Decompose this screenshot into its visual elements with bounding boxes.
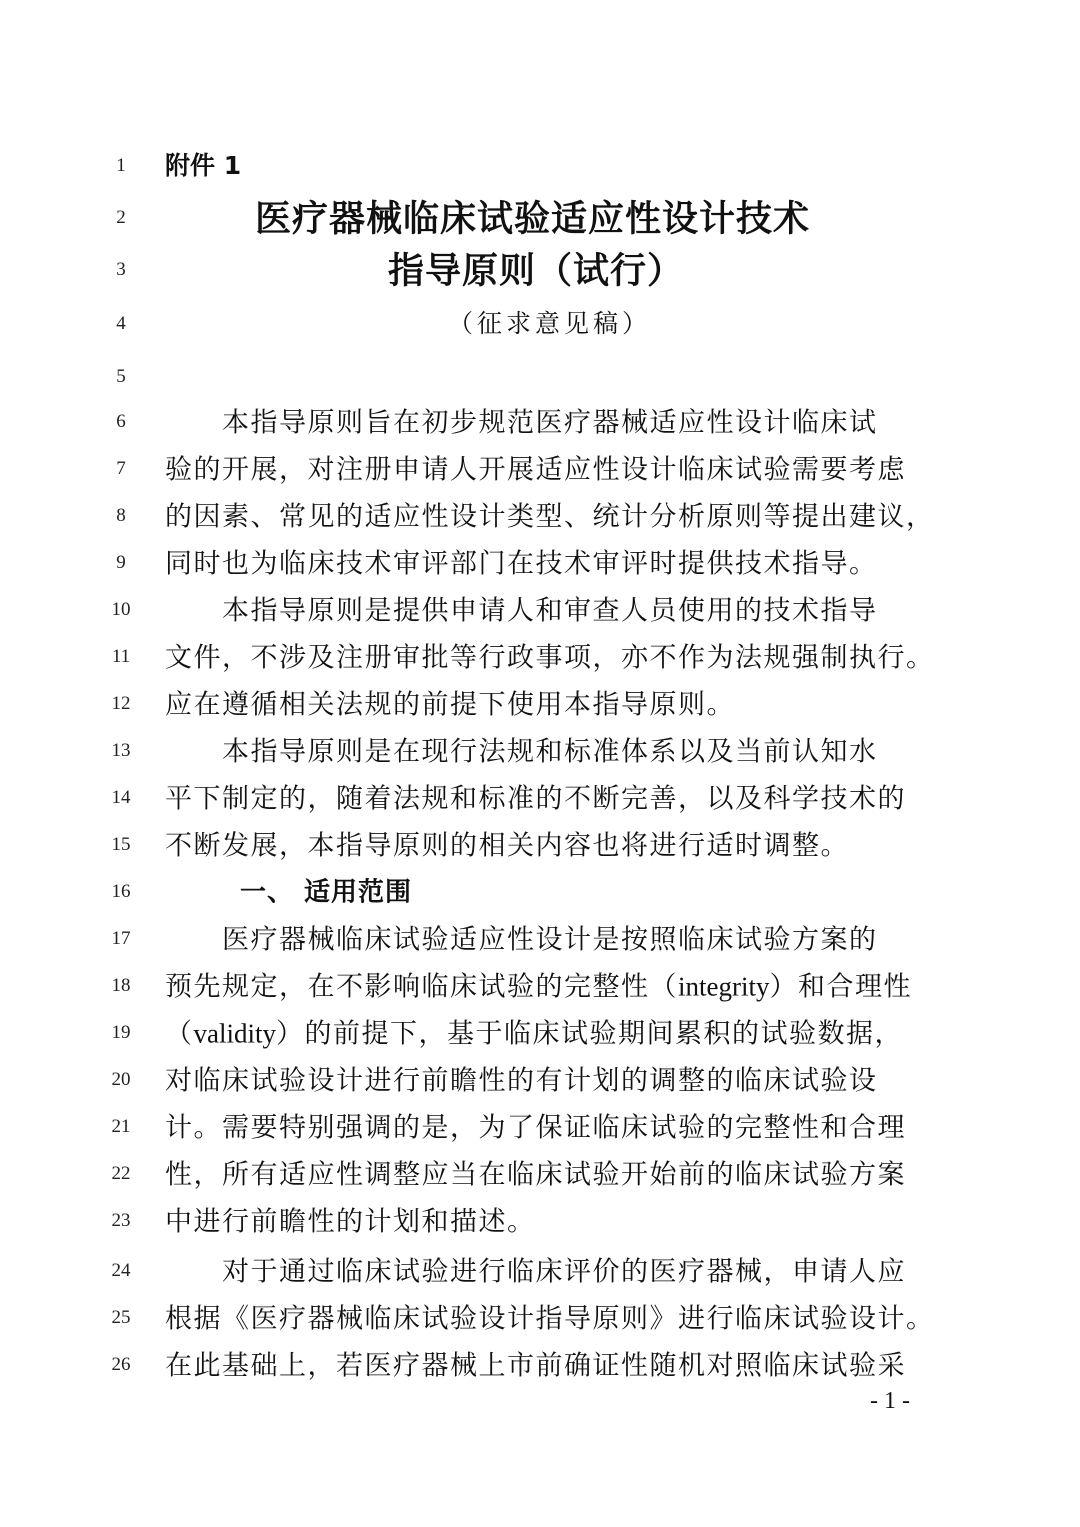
- text-run: （: [165, 1018, 194, 1050]
- line-number: 9: [116, 552, 126, 574]
- doc-line: [0, 774, 1080, 818]
- line-number: 13: [111, 740, 131, 762]
- document-title-line-1: 医疗器械临床试验适应性设计技术: [255, 197, 811, 240]
- doc-line: [0, 586, 1080, 630]
- doc-line: [0, 821, 1080, 865]
- line-number: 26: [111, 1354, 131, 1376]
- paragraph-text: 在此基础上，若医疗器械上市前确证性随机对照临床试验采: [165, 1350, 906, 1382]
- line-number: 22: [111, 1163, 131, 1185]
- line-number: 4: [116, 313, 126, 335]
- doc-line: [0, 492, 1080, 536]
- attachment-label: 附件 1: [165, 151, 242, 180]
- paragraph-text: 验的开展，对注册申请人开展适应性设计临床试验需要考虑: [165, 454, 906, 486]
- paragraph-text: 平下制定的，随着法规和标准的不断完善，以及科学技术的: [165, 783, 906, 815]
- text-run: ）的前提下，基于临床试验期间累积的试验数据，: [276, 1018, 903, 1050]
- doc-line: [0, 1009, 1080, 1053]
- paragraph-text: 对临床试验设计进行前瞻性的有计划的调整的临床试验设: [165, 1065, 878, 1097]
- paragraph-text: 本指导原则是在现行法规和标准体系以及当前认知水: [222, 736, 878, 768]
- line-number: 24: [111, 1260, 131, 1282]
- line-number: 23: [111, 1210, 131, 1232]
- doc-line: [0, 246, 1080, 290]
- document-subtitle: （征求意见稿）: [448, 309, 652, 338]
- doc-line: [0, 142, 1080, 186]
- paragraph-text: 计。需要特别强调的是，为了保证临床试验的完整性和合理: [165, 1112, 906, 1144]
- line-number: 16: [111, 881, 131, 903]
- line-number: 20: [111, 1069, 131, 1091]
- text-run: integrity: [678, 971, 770, 1002]
- doc-line: [0, 539, 1080, 583]
- paragraph-text: 文件，不涉及注册审批等行政事项，亦不作为法规强制执行。: [165, 642, 935, 674]
- line-number: 1: [116, 155, 126, 177]
- doc-line: [0, 868, 1080, 912]
- line-number: 7: [116, 458, 126, 480]
- line-number: 21: [111, 1116, 131, 1138]
- text-run: validity: [193, 1018, 276, 1049]
- doc-line: [0, 1103, 1080, 1147]
- line-number: 15: [111, 834, 131, 856]
- doc-line: [0, 353, 1080, 397]
- doc-line: [0, 962, 1080, 1006]
- paragraph-text: [165, 1012, 903, 1051]
- paragraph-text: 本指导原则是提供申请人和审查人员使用的技术指导: [222, 595, 878, 627]
- doc-line: [0, 300, 1080, 344]
- line-number: 18: [111, 975, 131, 997]
- line-number: 3: [116, 259, 126, 281]
- text-run: ）和合理性: [769, 971, 912, 1003]
- line-number: 17: [111, 928, 131, 950]
- paragraph-text: 性，所有适应性调整应当在临床试验开始前的临床试验方案: [165, 1159, 906, 1191]
- doc-line: [0, 1294, 1080, 1338]
- paragraph-text: [165, 965, 912, 1004]
- doc-line: [0, 680, 1080, 724]
- text-run: 预先规定，在不影响临床试验的完整性（: [165, 971, 678, 1003]
- document-title-line-2: 指导原则（试行）: [388, 249, 685, 292]
- paragraph-text: 本指导原则旨在初步规范医疗器械适应性设计临床试: [222, 407, 878, 439]
- doc-line: [0, 633, 1080, 677]
- paragraph-text: 医疗器械临床试验适应性设计是按照临床试验方案的: [222, 924, 878, 956]
- doc-line: [0, 727, 1080, 771]
- section-heading: 一、 适用范围: [240, 877, 413, 908]
- line-number: 2: [116, 207, 126, 229]
- doc-line: [0, 1341, 1080, 1385]
- paragraph-text: 不断发展，本指导原则的相关内容也将进行适时调整。: [165, 830, 849, 862]
- doc-line: [0, 445, 1080, 489]
- paragraph-text: 根据《医疗器械临床试验设计指导原则》进行临床试验设计。: [165, 1303, 935, 1335]
- paragraph-text: 中进行前瞻性的计划和描述。: [165, 1206, 536, 1238]
- line-number: 6: [116, 411, 126, 433]
- line-number: 19: [111, 1022, 131, 1044]
- doc-line: [0, 398, 1080, 442]
- line-number: 8: [116, 505, 126, 527]
- doc-line: [0, 1197, 1080, 1241]
- line-number: 14: [111, 787, 131, 809]
- paragraph-text: 对于通过临床试验进行临床评价的医疗器械，申请人应: [222, 1256, 906, 1288]
- doc-line: [0, 1247, 1080, 1291]
- page-number: - 1 -: [870, 1388, 910, 1414]
- doc-line: [0, 1056, 1080, 1100]
- doc-line: [0, 194, 1080, 238]
- line-number: 5: [116, 366, 126, 388]
- line-number: 25: [111, 1307, 131, 1329]
- doc-line: [0, 1150, 1080, 1194]
- paragraph-text: 应在遵循相关法规的前提下使用本指导原则。: [165, 689, 735, 721]
- line-number: 11: [111, 646, 131, 668]
- line-number: 12: [111, 693, 131, 715]
- paragraph-text: 同时也为临床技术审评部门在技术审评时提供技术指导。: [165, 548, 878, 580]
- line-number: 10: [111, 599, 131, 621]
- doc-line: [0, 915, 1080, 959]
- paragraph-text: 的因素、常见的适应性设计类型、统计分析原则等提出建议，: [165, 501, 935, 533]
